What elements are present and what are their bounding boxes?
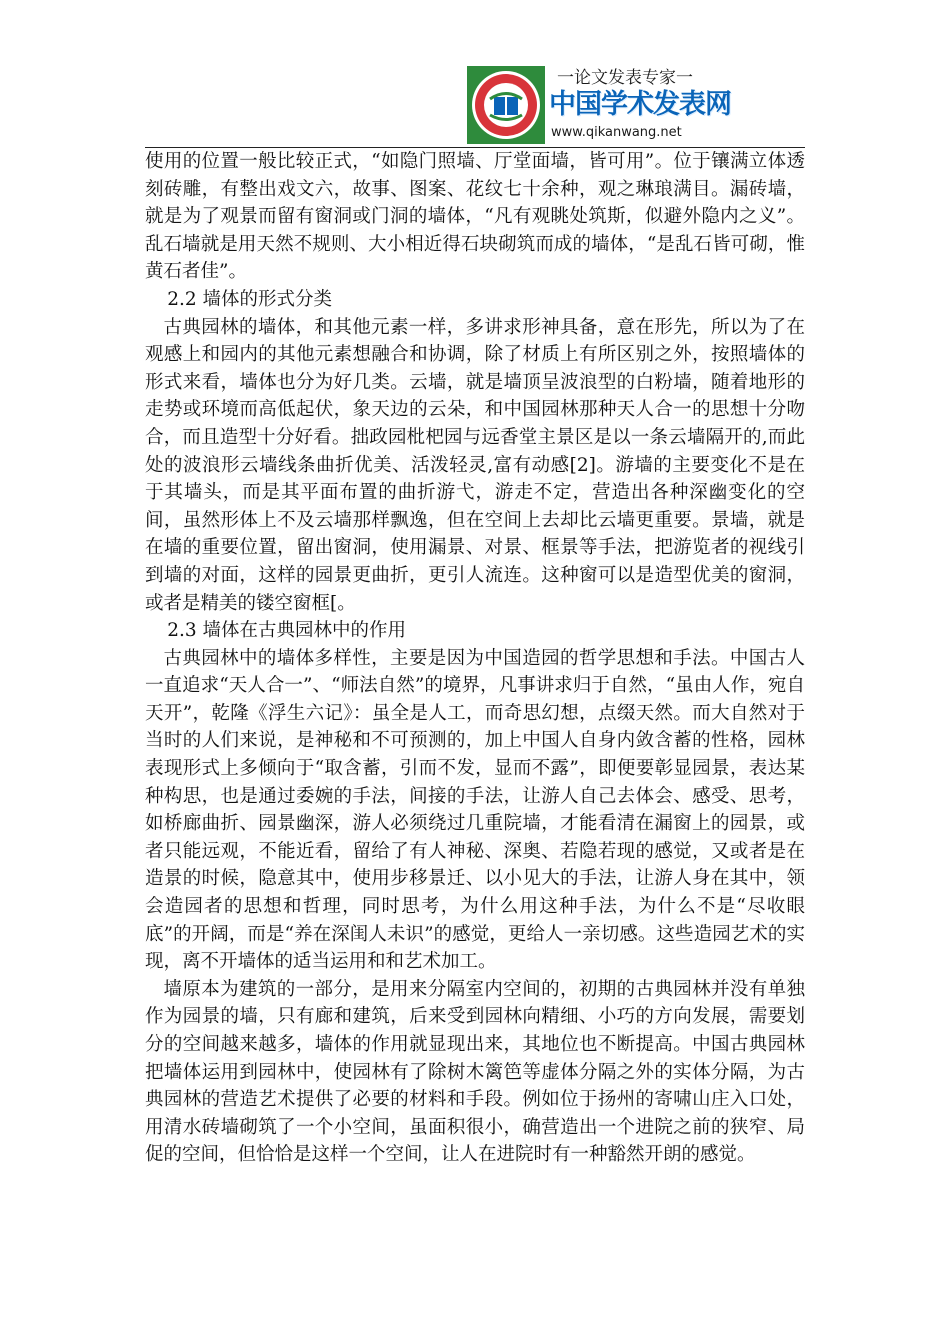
section-heading: 2.2 墙体的形式分类 bbox=[167, 288, 332, 310]
paragraph: 墙原本为建筑的一部分，是用来分隔室内空间的，初期的古典园林并没有单独作为园景的墙，只有廊和建筑，后来受到园林向精细、小巧的方向发展，需要划分的空间越来越多，墙体的作用就显现出来，其地位也不断提高。中国古典园林把墙体运用到园林中，使园林有了除树木篱笆等虚体分隔之外的实体分隔，为古典园林的营造艺术提供了必要的材料和手段。例如位于扬州的寄啸山庄入口处，用清水砖墙砌筑了一个小空间，虽面积很小，确营造出一个进院之前的狭窄、局促的空间，但恰恰是这样一个空间，让人在进院时有一种豁然开朗的感觉。 bbox=[145, 978, 805, 1166]
paragraph: 古典园林中的墙体多样性，主要是因为中国造园的哲学思想和手法。中国古人一直追求“天人合一”、“师法自然”的境界，凡事讲求归于自然，“虽由人作，宛自天开”，乾隆《浮生六记》：虽全是人工，而奇思幻想，点缀天然。而大自然对于当时的人们来说，是神秘和不可预测的，加上中国人自身内敛含蓄的性格，园林表现形式上多倾向于“取含蓄，引而不发，显而不露”，即便要彰显园景，表达某种构思，也是通过委婉的手法，间接的手法，让游人自己去体会、感受、思考，如桥廊曲折、园景幽深，游人必须绕过几重院墙，才能看清在漏窗上的园景，或者只能远观，不能近看，留给了有人神秘、深奥、若隐若现的感觉，又或者是在造景的时候，隐意其中，使用步移景迁、以小见大的手法，让游人身在其中，领会造园者的思想和哲理，同时思考，为什么用这种手法，为什么不是“尽收眼底”的开阔，而是“养在深闺人未识”的感觉，更给人一亲切感。这些造园艺术的实现，离不开墙体的适当运用和和艺术加工。 bbox=[145, 647, 805, 973]
logo-url[interactable]: www.qikanwang.net bbox=[551, 125, 682, 140]
emblem-icon bbox=[467, 66, 545, 144]
section-heading: 2.3 墙体在古典园林中的作用 bbox=[167, 620, 406, 642]
site-logo[interactable] bbox=[467, 66, 731, 144]
paragraph: 古典园林的墙体，和其他元素一样，多讲求形神具备，意在形先，所以为了在观感上和园内的其他元素想融合和协调，除了材质上有所区别之外，按照墙体的形式来看，墙体也分为好几类。云墙，就是墙顶呈波浪型的白粉墙，随着地形的走势或环境而高低起伏，象天边的云朵，和中国园林那种天人合一的思想十分吻合，而且造型十分好看。拙政园枇杷园与远香堂主景区是以一条云墙隔开的,而此处的波浪形云墙线条曲折优美、活泼轻灵,富有动感[2]。游墙的主要变化不是在于其墙头，而是其平面布置的曲折游弋，游走不定，营造出各种深幽变化的空间，虽然形体上不及云墙那样飘逸，但在空间上去却比云墙更重要。景墙，就是在墙的重要位置，留出窗洞，使用漏景、对景、框景等手法，把游览者的视线引到墙的对面，这样的园景更曲折，更引人流连。这种窗可以是造型优美的窗洞，或者是精美的镂空窗框[。 bbox=[145, 316, 805, 614]
logo-brand-name: 中国学术发表网 bbox=[549, 89, 731, 120]
logo-slogan: 一论文发表专家一 bbox=[557, 68, 693, 88]
paragraph: 使用的位置一般比较正式，“如隐门照墙、厅堂面墙，皆可用”。位于镶满立体透刻砖雕，有整出戏文六，故事、图案、花纹七十余种，观之琳琅满目。漏砖墙，就是为了观景而留有窗洞或门洞的墙体，“凡有观眺处筑斯，似避外隐内之义”。乱石墙就是用天然不规则、大小相近得石块砌筑而成的墙体，“是乱石皆可砌，惟黄石者佳”。 bbox=[145, 151, 805, 283]
article-body bbox=[145, 148, 805, 1169]
